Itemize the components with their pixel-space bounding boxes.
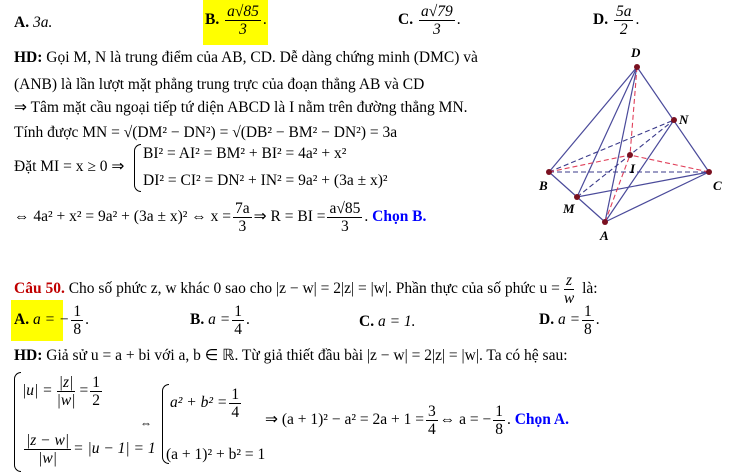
period: . bbox=[262, 11, 267, 29]
denominator: |w| bbox=[56, 392, 76, 409]
q49-system-eq1: BI² = AI² = BM² + BI² = 4a² + x² bbox=[143, 145, 347, 162]
option-value: 3a. bbox=[32, 14, 53, 31]
answer-choice: Chọn A. bbox=[514, 411, 569, 429]
question-title: Câu 50. bbox=[14, 280, 65, 298]
label-m: M bbox=[563, 201, 575, 216]
numerator: 1 bbox=[92, 374, 100, 391]
q50-system-eq2 bbox=[22, 432, 156, 467]
numerator: a√79 bbox=[420, 3, 453, 20]
period: . bbox=[245, 311, 250, 329]
denominator: 2 bbox=[92, 392, 100, 409]
text: = |u − 1| = 1 bbox=[73, 440, 156, 458]
fraction bbox=[24, 432, 71, 467]
fraction bbox=[233, 200, 252, 235]
denominator: 3 bbox=[432, 21, 441, 38]
option-label: A. bbox=[14, 14, 30, 31]
edge-bn-dashed bbox=[549, 120, 674, 172]
q50-option-d bbox=[539, 303, 600, 338]
text: ⇔ a = − bbox=[439, 411, 492, 429]
label-n: N bbox=[679, 112, 689, 127]
denominator: w bbox=[563, 290, 575, 307]
point-b bbox=[546, 169, 552, 175]
period: . bbox=[456, 11, 461, 29]
system-brace bbox=[14, 372, 21, 472]
edge-mc bbox=[577, 172, 709, 197]
fraction bbox=[327, 200, 362, 235]
segment-ci bbox=[630, 155, 709, 172]
text: Giả sử u = a + bi với a, b ∈ ℝ. Từ giả thiết đầu bài |z − w| = 2|z| = |w|. Ta có hệ sau: bbox=[42, 347, 568, 364]
q49-hd-line3: ⇒ Tâm mặt cầu ngoại tiếp tứ diện ABCD là I nằm trên đường thẳng MN. bbox=[14, 99, 468, 116]
denominator: 4 bbox=[231, 404, 240, 421]
fraction bbox=[232, 303, 244, 338]
denominator: 3 bbox=[238, 218, 247, 235]
fraction bbox=[614, 3, 634, 38]
numerator: a√85 bbox=[329, 200, 361, 217]
text: a = bbox=[557, 311, 581, 329]
option-label: D. bbox=[539, 311, 555, 329]
numerator: |z| bbox=[58, 374, 74, 391]
q49-hd-line2: (ANB) là lần lượt mặt phẳng trung trực của đoạn thẳng AB và CD bbox=[14, 76, 425, 93]
q50-system-eq1 bbox=[22, 374, 104, 409]
q50-option-c bbox=[359, 313, 416, 331]
q50-hd-line1 bbox=[14, 347, 568, 365]
hd-label: HD: bbox=[14, 49, 43, 66]
numerator: 7a bbox=[235, 200, 250, 217]
point-c bbox=[706, 169, 712, 175]
option-label: B. bbox=[190, 311, 205, 329]
denominator: 2 bbox=[619, 21, 628, 38]
point-n bbox=[671, 117, 677, 123]
tetrahedron-figure bbox=[530, 40, 730, 250]
denominator: 3 bbox=[341, 218, 349, 235]
fraction bbox=[90, 374, 102, 409]
denominator: 4 bbox=[234, 321, 242, 338]
label-c: C bbox=[713, 178, 722, 193]
text: là: bbox=[578, 280, 598, 298]
denominator: 8 bbox=[584, 321, 592, 338]
point-i bbox=[627, 152, 633, 158]
denominator: 3 bbox=[239, 21, 247, 38]
equivalence-symbol: ⇔ bbox=[140, 416, 152, 430]
numerator: 1 bbox=[234, 303, 242, 320]
text: ⇒ R = BI = bbox=[253, 208, 326, 226]
q50-system-eq4: (a + 1)² + b² = 1 bbox=[166, 446, 266, 463]
q49-option-c bbox=[398, 3, 461, 38]
numerator: 1 bbox=[584, 303, 592, 320]
numerator: 1 bbox=[231, 386, 240, 403]
option-label: B. bbox=[205, 11, 220, 29]
q50-stem bbox=[14, 272, 598, 307]
text: Gọi M, N là trung điểm của AB, CD. Dễ dàng chứng minh (DMC) và bbox=[42, 49, 478, 66]
option-label: C. bbox=[359, 313, 375, 330]
text: ⇔ 4a² + x² = 9a² + (3a ± x)² ⇔ x = bbox=[14, 208, 232, 226]
answer-choice: Chọn B. bbox=[372, 208, 427, 226]
period: . bbox=[506, 411, 511, 429]
denominator: 8 bbox=[73, 321, 82, 338]
numerator: z bbox=[566, 272, 573, 289]
period: . bbox=[595, 311, 600, 329]
q49-option-d bbox=[593, 3, 639, 38]
fraction bbox=[562, 272, 576, 307]
denominator: |w| bbox=[38, 450, 57, 467]
fraction bbox=[229, 386, 241, 421]
text: ⇒ (a + 1)² − a² = 2a + 1 = bbox=[265, 411, 424, 429]
numerator: 1 bbox=[73, 303, 82, 320]
hd-label: HD: bbox=[14, 347, 43, 364]
text: a = − bbox=[32, 311, 70, 329]
q49-option-a bbox=[14, 14, 52, 32]
text: |u| = bbox=[22, 382, 53, 400]
q50-system-eq3 bbox=[170, 386, 243, 421]
point-m bbox=[574, 194, 580, 200]
fraction bbox=[419, 3, 455, 38]
point-a bbox=[602, 219, 608, 225]
point-d bbox=[634, 64, 640, 70]
numerator: |z − w| bbox=[26, 432, 70, 449]
edge-ac bbox=[605, 172, 709, 222]
numerator: 3 bbox=[427, 403, 436, 420]
q49-hd-line1 bbox=[14, 49, 478, 67]
option-label: A. bbox=[14, 311, 30, 329]
period: . bbox=[635, 11, 640, 29]
text: a = bbox=[208, 311, 231, 329]
q50-option-b bbox=[190, 303, 250, 338]
label-b: B bbox=[539, 178, 548, 193]
option-label: C. bbox=[398, 11, 414, 29]
q50-conclusion bbox=[265, 403, 569, 438]
label-i: I bbox=[630, 161, 636, 176]
fraction bbox=[426, 403, 438, 438]
fraction bbox=[225, 3, 261, 38]
edge-mn-dashed bbox=[577, 120, 674, 197]
fraction bbox=[71, 303, 83, 338]
fraction bbox=[55, 374, 78, 409]
q49-option-b bbox=[205, 3, 267, 38]
text: a² + b² = bbox=[170, 394, 228, 412]
q49-system-eq2: DI² = CI² = DN² + IN² = 9a² + (3a ± x)² bbox=[143, 172, 388, 189]
text: Cho số phức z, w khác 0 sao cho |z − w| = 2|z| = |w|. Phần thực của số phức u = bbox=[64, 280, 560, 298]
period: . bbox=[85, 311, 89, 329]
numerator: 5a bbox=[615, 3, 632, 20]
edge-dm bbox=[577, 67, 637, 197]
label-d: D bbox=[631, 45, 641, 60]
fraction bbox=[493, 403, 505, 438]
q50-option-a bbox=[14, 303, 89, 338]
text: = bbox=[79, 382, 89, 400]
q49-hd-dat: Đặt MI = x ≥ 0 ⇒ bbox=[14, 158, 125, 175]
system-brace bbox=[134, 144, 141, 192]
q49-hd-line6: ⇔ 4a² + x² = 9a² + (3a ± x)² ⇔ x = $\frac{7a}{3}$ ⇒ R = BI = $\frac{a√85}{3}$ . Chọn B. bbox=[14, 200, 427, 235]
denominator: 4 bbox=[427, 421, 436, 438]
q49-hd-line4: Tính được MN = √(DM² − DN²) = √(DB² − BM² − DN²) = 3a bbox=[14, 124, 398, 141]
label-a: A bbox=[600, 228, 609, 243]
text: a = 1. bbox=[377, 313, 416, 330]
fraction bbox=[582, 303, 594, 338]
denominator: 8 bbox=[495, 421, 503, 438]
numerator: a√85 bbox=[227, 3, 259, 20]
option-label: D. bbox=[593, 11, 609, 29]
numerator: 1 bbox=[495, 403, 503, 420]
